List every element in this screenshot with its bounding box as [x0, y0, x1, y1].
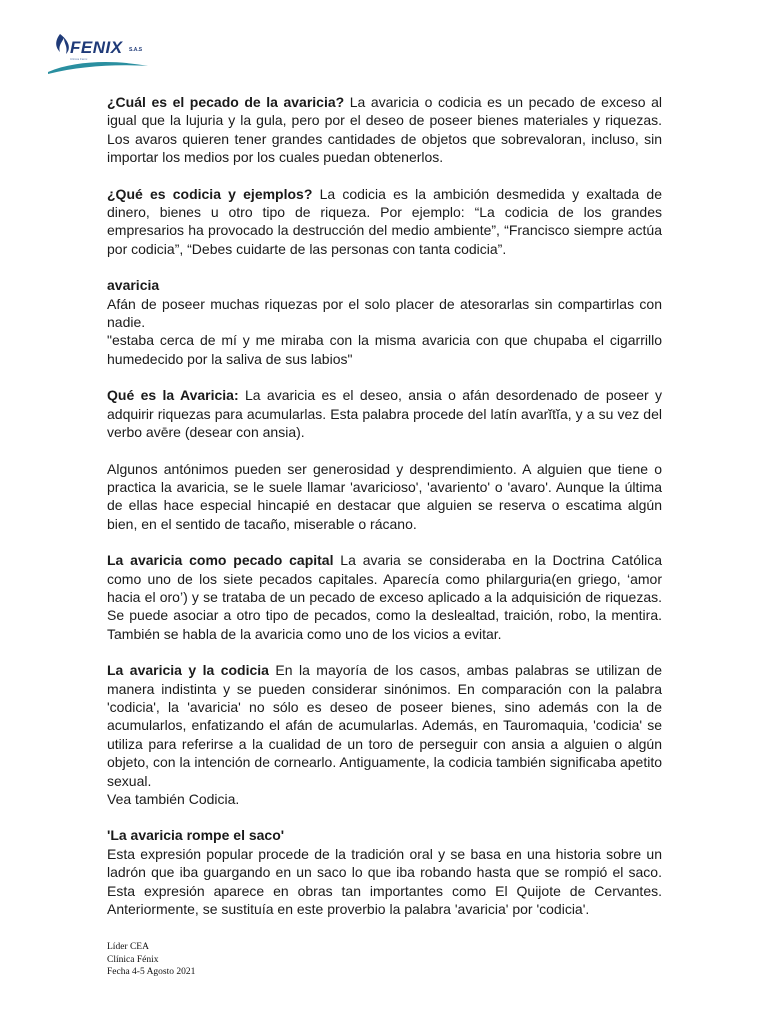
- paragraph-text: La avaricia o codicia es un pecado de exceso al igual que la lujuria y la gula, pero por el deseo de poseer bienes materiales y riquezas. Los avaros quieren tener grandes cantidades de objetos que sobrevaloran, incluso, sin importar los medios por los cuales puedan obtenerlos.: [107, 94, 662, 166]
- paragraph-text: La codicia es la ambición desmedida y exaltada de dinero, bienes u otro tipo de riqueza. Por ejemplo: “La codicia de los grandes empresarios ha provocado la destrucción del medio ambiente”, “Francisco siempre actúa por codicia”, “Debes cuidarte de las personas con tanta codicia”.: [107, 185, 662, 257]
- footer-organization: Clínica Fénix: [107, 954, 159, 965]
- paragraph-heading: Qué es la Avaricia:: [107, 387, 239, 404]
- logo-suffix: S.A.S: [129, 47, 143, 53]
- paragraph-que-es-avaricia: [107, 386, 662, 441]
- logo-tagline: Clínica Fénix: [70, 57, 88, 61]
- paragraph-pecado-capital: [107, 551, 662, 643]
- paragraph-avaricia-pecado: [107, 93, 662, 167]
- paragraph-codicia-ejemplos: [107, 185, 662, 259]
- paragraph-heading: 'La avaricia rompe el saco': [107, 827, 285, 844]
- paragraph-heading: avaricia: [107, 277, 160, 294]
- company-logo: [46, 30, 150, 76]
- paragraph-rompe-saco: [107, 826, 662, 918]
- paragraph-text: La avaricia es el deseo, ansia o afán desordenado de poseer y adquirir riquezas para acumularlas. Esta palabra procede del latín avarĭtĭa, y a su vez del verbo avēre (desear con ansia).: [107, 387, 663, 441]
- document-footer: [107, 941, 195, 979]
- definition-text: Afán de poseer muchas riquezas por el solo placer de atesorarlas sin compartirlas con nadie.: [107, 295, 662, 331]
- paragraph-heading: La avaricia y la codicia: [107, 662, 269, 679]
- example-quote: "estaba cerca de mí y me miraba con la misma avaricia con que chupaba el cigarrillo humedecido por la saliva de sus labios": [107, 332, 662, 367]
- paragraph-text: La avaria se consideraba en la Doctrina Católica como uno de los siete pecados capitales. Aparecía como philarguria(en griego, ‘amor hacia el oro’) y se trataba de un pecado de exceso aplicado a la adquisición de riquezas. Se puede asociar a otro tipo de pecados, como la deslealtad, traición, robo, la mentira. También se habla de la avaricia como uno de los vicios a evitar.: [107, 552, 662, 642]
- paragraph-text: Esta expresión popular procede de la tradición oral y se basa en una historia sobre un ladrón que iba guargando en un saco lo que iba robando hasta que se rompió el saco. Esta expresión aparece en obras tan importantes como El Quijote de Cervantes. Anteriormente, se sustituía en este proverbio la palabra 'avaricia' por 'codicia'.: [107, 845, 662, 918]
- footer-author: Líder CEA: [107, 942, 149, 952]
- document-body: [107, 93, 662, 936]
- logo-wordmark: FENIX: [70, 38, 123, 57]
- paragraph-text: Algunos antónimos pueden ser generosidad y desprendimiento. A alguien que tiene o practica la avaricia, se le suele llamar 'avaricioso', 'avariento' o 'avaro'. Aunque la última de ellas hace especial hincapié en destacar que alguien se reserva o escatima algún bien, en el sentido de tacaño, miserable o rácano.: [107, 460, 662, 532]
- paragraph-antonimos: [107, 460, 662, 534]
- paragraph-heading: La avaricia como pecado capital: [107, 552, 334, 569]
- see-also-text: Vea también Codicia.: [107, 791, 240, 807]
- paragraph-avaricia-codicia: [107, 661, 662, 808]
- footer-date: Fecha 4-5 Agosto 2021: [107, 967, 196, 977]
- paragraph-text: En la mayoría de los casos, ambas palabras se utilizan de manera indistinta y se pueden considerar sinónimos. En comparación con la palabra 'codicia', la 'avaricia' no sólo es deseo de poseer bienes, sino además con la de acumularlos, enfatizando el afán de acumularlas. Además, en Tauromaquia, 'codicia' se utiliza para referirse a la cualidad de un toro de perseguir con ansia a alguien o algún objeto, con la intención de cornearlo. Antiguamente, la codicia también significaba apetito sexual.: [107, 662, 662, 789]
- paragraph-heading: ¿Qué es codicia y ejemplos?: [107, 185, 313, 202]
- paragraph-heading: ¿Cuál es el pecado de la avaricia?: [107, 94, 345, 110]
- paragraph-avaricia-definicion: [107, 276, 662, 368]
